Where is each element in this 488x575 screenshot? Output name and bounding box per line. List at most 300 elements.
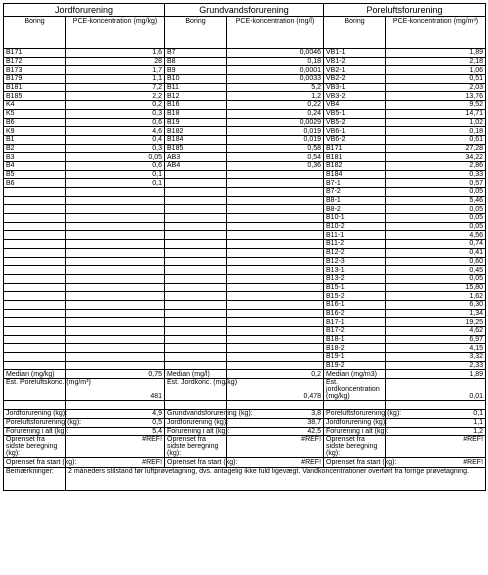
recleaned-value: #REF! <box>66 436 165 458</box>
soil-value-cell <box>66 300 165 309</box>
soil-value-cell: 1,6 <box>66 49 165 58</box>
median-air-value: 1,89 <box>386 370 486 379</box>
air-boring-cell: B13-1 <box>324 266 386 275</box>
median-air-label: Median (mg/m3) <box>324 370 386 379</box>
air-boring-cell: B8-1 <box>324 196 386 205</box>
recleaned-value: #REF! <box>227 436 324 458</box>
remarks-text: 2 måneders stilstand før luftprøvetagning, dvs. antagelig ikke fuld ligevægt. Vandkoncentrationer overført fra forrige prøvetagning. <box>66 468 486 491</box>
gw-value-cell: 1,2 <box>227 92 324 101</box>
gw-value-cell: 0,019 <box>227 135 324 144</box>
air-boring-cell: B16-2 <box>324 309 386 318</box>
gw-value-cell <box>227 327 324 336</box>
gw-value-cell <box>227 361 324 370</box>
table-row <box>4 83 486 92</box>
amount-value: 0,1 <box>386 410 486 419</box>
air-value-cell: 9,52 <box>386 101 486 110</box>
soil-value-cell: 0,4 <box>66 135 165 144</box>
gw-boring-cell <box>165 344 227 353</box>
gw-boring-cell <box>165 266 227 275</box>
gw-boring-cell: B184 <box>165 135 227 144</box>
air-boring-cell: VB1-1 <box>324 49 386 58</box>
soil-value-cell: 4,6 <box>66 127 165 136</box>
table-row <box>4 161 486 170</box>
air-boring-cell: B18-1 <box>324 335 386 344</box>
gw-value-cell <box>227 318 324 327</box>
amount-value: 5,4 <box>66 427 165 436</box>
table-row <box>4 266 486 275</box>
soil-boring-cell <box>4 335 66 344</box>
gw-value-cell: 0,019 <box>227 127 324 136</box>
amount-value: 1,1 <box>386 418 486 427</box>
gw-boring-cell <box>165 292 227 301</box>
soil-value-cell <box>66 257 165 266</box>
air-boring-cell: VB6-1 <box>324 127 386 136</box>
gw-value-cell <box>227 353 324 362</box>
amount-value: 3,8 <box>227 410 324 419</box>
table-row <box>4 66 486 75</box>
est-gw-value: 0,478 <box>227 379 324 401</box>
pce-contamination-table <box>3 3 486 491</box>
gw-boring-cell <box>165 257 227 266</box>
air-value-cell: 2,03 <box>386 83 486 92</box>
air-boring-cell: B17-1 <box>324 318 386 327</box>
table-row <box>4 75 486 84</box>
soil-boring-cell <box>4 257 66 266</box>
air-value-cell: 2,18 <box>386 57 486 66</box>
gw-value-cell: 0,18 <box>227 57 324 66</box>
gw-value-cell <box>227 300 324 309</box>
gw-value-cell: 0,58 <box>227 144 324 153</box>
air-boring-cell: VB2-1 <box>324 66 386 75</box>
air-boring-cell: B10-2 <box>324 222 386 231</box>
table-row <box>4 196 486 205</box>
recleaned-start-value: #REF! <box>386 458 486 468</box>
air-boring-cell: B171 <box>324 144 386 153</box>
remarks-row <box>4 468 486 491</box>
gw-boring-cell <box>165 361 227 370</box>
gw-value-cell <box>227 214 324 223</box>
recleaned-start-value: #REF! <box>227 458 324 468</box>
table-row <box>4 335 486 344</box>
air-value-cell: 5,46 <box>386 196 486 205</box>
gw-value-cell <box>227 170 324 179</box>
gw-boring-cell: B9 <box>165 66 227 75</box>
soil-value-cell: 0,2 <box>66 101 165 110</box>
est-soil-label: Est. Poreluftskonc. (mg/m³) <box>4 379 66 401</box>
air-boring-cell: B19-2 <box>324 361 386 370</box>
recleaned-start-label: Oprenset fra start (kg): <box>4 458 66 468</box>
soil-boring-cell <box>4 240 66 249</box>
soil-boring-cell: B181 <box>4 83 66 92</box>
soil-value-cell: 0,3 <box>66 144 165 153</box>
air-value-cell: 0,45 <box>386 266 486 275</box>
air-boring-cell: B7-2 <box>324 188 386 197</box>
air-boring-cell: B8-2 <box>324 205 386 214</box>
recleaned-start-label: Oprenset fra start (kg): <box>165 458 227 468</box>
gw-boring-cell: B12 <box>165 92 227 101</box>
table-row <box>4 109 486 118</box>
gw-boring-cell <box>165 274 227 283</box>
air-boring-cell: B15-1 <box>324 283 386 292</box>
soil-boring-cell: B172 <box>4 57 66 66</box>
soil-value-cell: 1,7 <box>66 66 165 75</box>
gw-boring-cell <box>165 283 227 292</box>
air-value-cell: 0,74 <box>386 240 486 249</box>
soil-value-cell <box>66 327 165 336</box>
table-row <box>4 127 486 136</box>
soil-value-cell <box>66 205 165 214</box>
recleaned-label: Oprenset fra sidste beregning (kg): <box>165 436 227 458</box>
soil-value-cell <box>66 231 165 240</box>
amount-label: Poreluftsforurening (kg): <box>324 410 386 419</box>
soil-value-cell <box>66 274 165 283</box>
subheader-boring-soil: Boring <box>4 17 66 49</box>
soil-boring-cell: B6 <box>4 118 66 127</box>
air-boring-cell: VB5-1 <box>324 109 386 118</box>
soil-value-cell <box>66 318 165 327</box>
amount-label: Grundvandsforurening (kg): <box>165 410 227 419</box>
soil-boring-cell: B185 <box>4 92 66 101</box>
gw-boring-cell: AB3 <box>165 153 227 162</box>
amount-label: Jordforurening (kg): <box>4 410 66 419</box>
gw-value-cell <box>227 205 324 214</box>
table-row <box>4 309 486 318</box>
soil-value-cell <box>66 283 165 292</box>
gw-boring-cell: B7 <box>165 49 227 58</box>
soil-value-cell <box>66 344 165 353</box>
air-value-cell: 19,25 <box>386 318 486 327</box>
soil-boring-cell: B4 <box>4 161 66 170</box>
gw-boring-cell <box>165 327 227 336</box>
amount-row <box>4 410 486 419</box>
table-row <box>4 300 486 309</box>
gw-value-cell <box>227 344 324 353</box>
median-soil-label: Median (mg/kg) <box>4 370 66 379</box>
soil-value-cell: 0,05 <box>66 153 165 162</box>
soil-value-cell <box>66 222 165 231</box>
gw-value-cell <box>227 283 324 292</box>
gw-boring-cell <box>165 205 227 214</box>
gw-boring-cell <box>165 170 227 179</box>
air-value-cell: 0,05 <box>386 214 486 223</box>
air-boring-cell: B184 <box>324 170 386 179</box>
air-boring-cell: VB1-2 <box>324 57 386 66</box>
soil-value-cell: 28 <box>66 57 165 66</box>
table-row <box>4 144 486 153</box>
gw-boring-cell: B8 <box>165 57 227 66</box>
table-row <box>4 153 486 162</box>
table-row <box>4 57 486 66</box>
gw-value-cell <box>227 188 324 197</box>
soil-boring-cell <box>4 266 66 275</box>
soil-boring-cell <box>4 318 66 327</box>
soil-boring-cell: B3 <box>4 153 66 162</box>
gw-value-cell <box>227 266 324 275</box>
gw-value-cell: 0,0046 <box>227 49 324 58</box>
spacer-cell <box>386 401 486 410</box>
soil-boring-cell <box>4 248 66 257</box>
air-value-cell: 1,34 <box>386 309 486 318</box>
median-gw-value: 0,2 <box>227 370 324 379</box>
table-row <box>4 214 486 223</box>
gw-boring-cell: B19 <box>165 118 227 127</box>
amount-value: 0,5 <box>66 418 165 427</box>
soil-value-cell <box>66 353 165 362</box>
table-row <box>4 205 486 214</box>
air-value-cell: 1,06 <box>386 66 486 75</box>
spacer-cell <box>66 401 165 410</box>
soil-value-cell: 0,3 <box>66 109 165 118</box>
air-value-cell: 4,15 <box>386 344 486 353</box>
air-boring-cell: B181 <box>324 153 386 162</box>
gw-boring-cell <box>165 300 227 309</box>
soil-boring-cell: K5 <box>4 109 66 118</box>
table-row <box>4 240 486 249</box>
air-value-cell: 0,05 <box>386 274 486 283</box>
spacer-cell <box>165 401 227 410</box>
air-value-cell: 3,32 <box>386 353 486 362</box>
air-boring-cell: B17-2 <box>324 327 386 336</box>
recleaned-row <box>4 436 486 458</box>
recleaned-label: Oprenset fra sidste beregning (kg): <box>324 436 386 458</box>
gw-value-cell: 0,24 <box>227 109 324 118</box>
soil-boring-cell <box>4 196 66 205</box>
gw-boring-cell <box>165 231 227 240</box>
soil-boring-cell <box>4 205 66 214</box>
subheader-gw-concentration: PCE-koncentration (mg/l) <box>227 17 324 49</box>
table-row <box>4 49 486 58</box>
table-row <box>4 170 486 179</box>
table-row <box>4 327 486 336</box>
gw-boring-cell <box>165 335 227 344</box>
air-boring-cell: B16-1 <box>324 300 386 309</box>
air-value-cell: 4,56 <box>386 231 486 240</box>
air-value-cell: 2,86 <box>386 161 486 170</box>
air-value-cell: 0,61 <box>386 135 486 144</box>
air-value-cell: 14,71 <box>386 109 486 118</box>
air-boring-cell: VB4 <box>324 101 386 110</box>
soil-value-cell: 1,1 <box>66 75 165 84</box>
spacer-row <box>4 401 486 410</box>
recleaned-label: Oprenset fra sidste beregning (kg): <box>4 436 66 458</box>
table-row <box>4 292 486 301</box>
median-soil-value: 0,75 <box>66 370 165 379</box>
gw-boring-cell: B182 <box>165 127 227 136</box>
spacer-cell <box>324 401 386 410</box>
median-row <box>4 370 486 379</box>
gw-boring-cell: B16 <box>165 101 227 110</box>
gw-value-cell <box>227 248 324 257</box>
soil-boring-cell: B5 <box>4 170 66 179</box>
air-boring-cell: VB3-1 <box>324 83 386 92</box>
gw-value-cell <box>227 179 324 188</box>
air-boring-cell: VB2-2 <box>324 75 386 84</box>
soil-boring-cell: B173 <box>4 66 66 75</box>
soil-boring-cell <box>4 274 66 283</box>
soil-boring-cell <box>4 300 66 309</box>
soil-value-cell <box>66 292 165 301</box>
soil-boring-cell: K4 <box>4 101 66 110</box>
soil-boring-cell <box>4 344 66 353</box>
spacer-cell <box>227 401 324 410</box>
gw-boring-cell <box>165 318 227 327</box>
spacer-cell <box>4 401 66 410</box>
air-boring-cell: B15-2 <box>324 292 386 301</box>
soil-boring-cell <box>4 309 66 318</box>
air-boring-cell: B10-1 <box>324 214 386 223</box>
soil-value-cell: 2,2 <box>66 92 165 101</box>
soil-boring-cell: B6 <box>4 179 66 188</box>
amount-value: 42,5 <box>227 427 324 436</box>
remarks-label: Bemærkninger: <box>4 468 66 491</box>
soil-boring-cell <box>4 292 66 301</box>
amount-label: Poreluftsforurening (kg): <box>4 418 66 427</box>
gw-value-cell <box>227 231 324 240</box>
gw-value-cell <box>227 292 324 301</box>
air-boring-cell: VB6-2 <box>324 135 386 144</box>
gw-value-cell <box>227 335 324 344</box>
gw-value-cell <box>227 309 324 318</box>
air-boring-cell: B11-2 <box>324 240 386 249</box>
air-value-cell: 0,05 <box>386 188 486 197</box>
air-value-cell: 4,62 <box>386 327 486 336</box>
soil-value-cell <box>66 248 165 257</box>
gw-boring-cell <box>165 240 227 249</box>
recleaned-start-value: #REF! <box>66 458 165 468</box>
air-value-cell: 1,02 <box>386 118 486 127</box>
soil-value-cell <box>66 361 165 370</box>
amount-value: 4,9 <box>66 410 165 419</box>
air-boring-cell: B12-2 <box>324 248 386 257</box>
gw-value-cell: 0,0001 <box>227 66 324 75</box>
est-air-label: Est. jordkoncentration (mg/kg) <box>324 379 386 401</box>
soil-value-cell: 0,1 <box>66 179 165 188</box>
soil-boring-cell <box>4 353 66 362</box>
air-boring-cell: B7-1 <box>324 179 386 188</box>
table-row <box>4 101 486 110</box>
est-air-value: 0,01 <box>386 379 486 401</box>
table-row <box>4 274 486 283</box>
est-gw-label: Est. Jordkonc. (mg/kg) <box>165 379 227 401</box>
gw-value-cell <box>227 257 324 266</box>
soil-value-cell <box>66 309 165 318</box>
gw-value-cell <box>227 274 324 283</box>
table-row <box>4 283 486 292</box>
air-value-cell: 0,57 <box>386 179 486 188</box>
table-row <box>4 135 486 144</box>
estimate-row <box>4 379 486 401</box>
soil-value-cell <box>66 214 165 223</box>
soil-boring-cell <box>4 361 66 370</box>
amount-label: Jordforurening (kg): <box>324 418 386 427</box>
gw-value-cell <box>227 196 324 205</box>
table-row <box>4 248 486 257</box>
soil-boring-cell <box>4 231 66 240</box>
table-row <box>4 353 486 362</box>
table-row <box>4 344 486 353</box>
gw-boring-cell: B11 <box>165 83 227 92</box>
soil-value-cell <box>66 188 165 197</box>
recleaned-start-row <box>4 458 486 468</box>
soil-boring-cell: B179 <box>4 75 66 84</box>
table-row <box>4 231 486 240</box>
air-value-cell: 0,05 <box>386 205 486 214</box>
soil-value-cell: 0,6 <box>66 161 165 170</box>
soil-value-cell <box>66 266 165 275</box>
air-value-cell: 2,33 <box>386 361 486 370</box>
median-gw-label: Median (mg/l) <box>165 370 227 379</box>
soil-boring-cell: B171 <box>4 49 66 58</box>
air-value-cell: 34,22 <box>386 153 486 162</box>
soil-value-cell: 7,2 <box>66 83 165 92</box>
gw-boring-cell <box>165 309 227 318</box>
air-value-cell: 0,05 <box>386 222 486 231</box>
gw-boring-cell <box>165 353 227 362</box>
gw-value-cell: 5,2 <box>227 83 324 92</box>
gw-boring-cell <box>165 248 227 257</box>
air-value-cell: 0,51 <box>386 75 486 84</box>
header-groundwater: Grundvandsforurening <box>165 4 324 17</box>
table-row <box>4 188 486 197</box>
soil-boring-cell <box>4 214 66 223</box>
soil-boring-cell <box>4 188 66 197</box>
amount-label: Forurening i alt (kg): <box>324 427 386 436</box>
gw-value-cell: 0,0033 <box>227 75 324 84</box>
gw-value-cell <box>227 240 324 249</box>
soil-boring-cell: B1 <box>4 135 66 144</box>
soil-boring-cell <box>4 283 66 292</box>
air-value-cell: 1,62 <box>386 292 486 301</box>
air-boring-cell: B13-2 <box>324 274 386 283</box>
table-row <box>4 179 486 188</box>
amount-label: Forurening i alt (kg): <box>165 427 227 436</box>
air-value-cell: 27,28 <box>386 144 486 153</box>
air-value-cell: 6,30 <box>386 300 486 309</box>
air-boring-cell: VB3-2 <box>324 92 386 101</box>
gw-boring-cell <box>165 188 227 197</box>
subheader-air-concentration: PCE-koncentration (mg/m³) <box>386 17 486 49</box>
soil-value-cell <box>66 196 165 205</box>
amount-row <box>4 418 486 427</box>
table-row <box>4 92 486 101</box>
amount-label: Jordforurening (kg): <box>165 418 227 427</box>
soil-value-cell: 0,6 <box>66 118 165 127</box>
table-row <box>4 318 486 327</box>
table-row <box>4 222 486 231</box>
amount-row <box>4 427 486 436</box>
gw-boring-cell <box>165 214 227 223</box>
gw-value-cell: 0,36 <box>227 161 324 170</box>
gw-boring-cell: B18 <box>165 109 227 118</box>
subheader-soil-concentration: PCE-koncentration (mg/kg) <box>66 17 165 49</box>
gw-value-cell: 0,22 <box>227 101 324 110</box>
amount-value: 1,2 <box>386 427 486 436</box>
header-soil: Jordforurening <box>4 4 165 17</box>
soil-boring-cell: B2 <box>4 144 66 153</box>
air-value-cell: 0,60 <box>386 257 486 266</box>
soil-value-cell <box>66 335 165 344</box>
air-value-cell: 0,33 <box>386 170 486 179</box>
subheader-boring-porair: Boring <box>324 17 386 49</box>
header-porair: Poreluftsforurening <box>324 4 486 17</box>
air-value-cell: 0,18 <box>386 127 486 136</box>
recleaned-value: #REF! <box>386 436 486 458</box>
table-row <box>4 118 486 127</box>
soil-boring-cell: K9 <box>4 127 66 136</box>
gw-boring-cell <box>165 179 227 188</box>
air-boring-cell: VB5-2 <box>324 118 386 127</box>
gw-value-cell <box>227 222 324 231</box>
